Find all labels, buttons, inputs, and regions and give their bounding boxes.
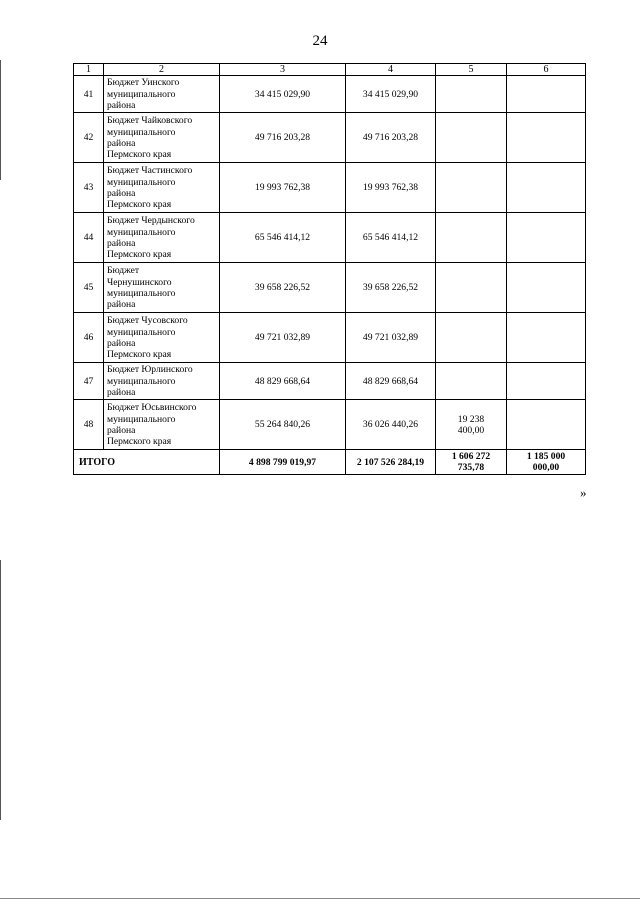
- amount-col5: [436, 363, 507, 400]
- budget-name: Бюджет Уинского муниципального района: [104, 76, 220, 113]
- column-header: 2: [104, 64, 220, 76]
- total-col6: 1 185 000 000,00: [507, 450, 586, 475]
- table-row: [74, 76, 586, 113]
- row-number: 46: [74, 313, 104, 363]
- amount-col4: 36 026 440,26: [346, 400, 436, 450]
- amount-col5: [436, 213, 507, 263]
- table-row: [74, 363, 586, 400]
- table-row: [74, 263, 586, 313]
- amount-col3: 48 829 668,64: [220, 363, 346, 400]
- row-number: 48: [74, 400, 104, 450]
- amount-col3: 34 415 029,90: [220, 76, 346, 113]
- column-header: 5: [436, 64, 507, 76]
- amount-col3: 49 716 203,28: [220, 113, 346, 163]
- amount-col3: 19 993 762,38: [220, 163, 346, 213]
- amount-col6: [507, 313, 586, 363]
- amount-col5: [436, 163, 507, 213]
- amount-col3: 39 658 226,52: [220, 263, 346, 313]
- budget-name: Бюджет Частинского муниципального района Пермского края: [104, 163, 220, 213]
- total-col4: 2 107 526 284,19: [346, 450, 436, 475]
- budget-name: Бюджет Чайковского муниципального района Пермского края: [104, 113, 220, 163]
- closing-quote-mark: »: [580, 485, 587, 500]
- budget-table: [73, 63, 586, 475]
- row-number: 41: [74, 76, 104, 113]
- amount-col4: 19 993 762,38: [346, 163, 436, 213]
- page-number: 24: [312, 33, 328, 49]
- total-label: ИТОГО: [74, 450, 220, 475]
- row-number: 45: [74, 263, 104, 313]
- amount-col4: 39 658 226,52: [346, 263, 436, 313]
- amount-col6: [507, 363, 586, 400]
- amount-col6: [507, 263, 586, 313]
- scan-bottom-line: [0, 898, 640, 899]
- scan-edge-line: [0, 60, 1, 180]
- table-row: [74, 113, 586, 163]
- table-row: [74, 163, 586, 213]
- budget-name: Бюджет Чернушинского муниципального района: [104, 263, 220, 313]
- budget-name: Бюджет Юрлинского муниципального района: [104, 363, 220, 400]
- column-header: 1: [74, 64, 104, 76]
- amount-col4: 49 716 203,28: [346, 113, 436, 163]
- row-number: 43: [74, 163, 104, 213]
- amount-col3: 65 546 414,12: [220, 213, 346, 263]
- table-body: [74, 76, 586, 450]
- budget-name: Бюджет Чердынского муниципального района Пермского края: [104, 213, 220, 263]
- table-row: [74, 313, 586, 363]
- amount-col5: 19 238 400,00: [436, 400, 507, 450]
- column-header: 3: [220, 64, 346, 76]
- row-number: 42: [74, 113, 104, 163]
- amount-col4: 49 721 032,89: [346, 313, 436, 363]
- amount-col6: [507, 213, 586, 263]
- amount-col4: 34 415 029,90: [346, 76, 436, 113]
- amount-col6: [507, 76, 586, 113]
- amount-col4: 65 546 414,12: [346, 213, 436, 263]
- amount-col4: 48 829 668,64: [346, 363, 436, 400]
- amount-col6: [507, 113, 586, 163]
- budget-name: Бюджет Чусовского муниципального района Пермского края: [104, 313, 220, 363]
- scan-edge-line: [0, 560, 1, 820]
- table-header-row: [74, 64, 586, 76]
- amount-col5: [436, 113, 507, 163]
- total-col5: 1 606 272 735,78: [436, 450, 507, 475]
- amount-col5: [436, 263, 507, 313]
- row-number: 44: [74, 213, 104, 263]
- amount-col3: 55 264 840,26: [220, 400, 346, 450]
- row-number: 47: [74, 363, 104, 400]
- table-row: [74, 400, 586, 450]
- total-row: [74, 450, 586, 475]
- amount-col5: [436, 313, 507, 363]
- amount-col5: [436, 76, 507, 113]
- amount-col6: [507, 163, 586, 213]
- column-header: 6: [507, 64, 586, 76]
- column-header: 4: [346, 64, 436, 76]
- amount-col3: 49 721 032,89: [220, 313, 346, 363]
- total-col3: 4 898 799 019,97: [220, 450, 346, 475]
- amount-col6: [507, 400, 586, 450]
- table-row: [74, 213, 586, 263]
- budget-name: Бюджет Юсьвинского муниципального района Пермского края: [104, 400, 220, 450]
